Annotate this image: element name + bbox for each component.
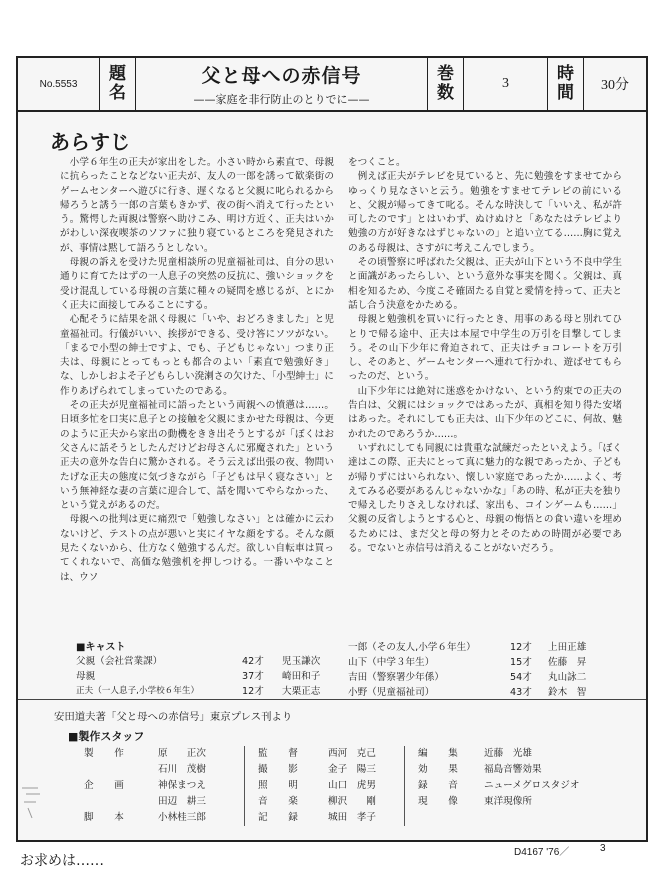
synopsis-paragraph: 心配そうに結果を訊く母親に「いや、おどろきました」と児童福祉司。行儀がいい、挨拶ができる、受け答にソツがない。「まるで小型の紳士ですよ、でも、子どもじゃない」つまり正夫は、母親にとってもっとも都合のよい「素直で勉強好き」な、しかしおよそ子どもらしい溌溂さの欠けた、「小型紳士」に作りあげられてしまっていたのである。 [60, 314, 334, 397]
cast-actor: 児玉謙次 [282, 656, 321, 667]
synopsis-paragraph: 例えば正夫がテレビを見ていると、先に勉強をすませてからゆっくり見なさいと云う。勉強をすませてテレビの前にいると、父親が帰ってきて叱る。そんな時決して「いいえ、私が許可したのです」とはいわず、ぬけぬけと「あなたはテレビより勉強の方が好きなはずじゃないの」と追い立てる……胸に覚えのある母親は、さすがに考えこんでしまう。 [348, 171, 622, 254]
time-label: 時 間 [548, 58, 584, 110]
document-frame [16, 56, 648, 842]
staff-row [258, 778, 408, 794]
staff-name: 神保まつえ [158, 780, 206, 791]
staff-row [418, 794, 638, 810]
cast-row [76, 684, 338, 699]
footer-code: D4167 '76／ [514, 847, 570, 858]
staff-name: 柳沢 剛 [328, 796, 376, 807]
synopsis-heading: あらすじ [50, 130, 130, 154]
cast-role: 父親（会社営業課） [76, 656, 163, 667]
cast-age: 54才 [510, 672, 532, 683]
staff-job: 編 集 [418, 748, 459, 759]
cast-role: 母親 [76, 671, 96, 682]
cast-row [348, 655, 624, 670]
staff-row [84, 794, 244, 810]
staff-column-2 [258, 746, 408, 826]
title-label: 題 名 [100, 58, 136, 110]
cast-right-list [348, 640, 624, 700]
staff-name: 田辺 耕三 [158, 796, 206, 807]
header-table [18, 58, 646, 112]
staff-row [418, 746, 638, 762]
staff-row [84, 810, 244, 826]
cast-age: 37才 [242, 671, 264, 682]
synopsis-paragraph: 母親の訴えを受けた児童相談所の児童福祉司は、自分の思い通りに育てたはずの一人息子の突然の反抗に、強いショックを受け混乱している母親の言葉に種々の疑問を感じるが、とにかく正夫に面接してみることにする。 [60, 257, 334, 311]
page-number: 3 [600, 843, 606, 854]
cast-age: 42才 [242, 656, 264, 667]
cast-role: 吉田（警察署少年係） [348, 672, 444, 683]
staff-job: 効 果 [418, 764, 459, 775]
staff-job: 企 画 [84, 780, 125, 791]
staff-name: 西河 克己 [328, 748, 376, 759]
staff-name: 近藤 光雄 [484, 748, 532, 759]
time-value: 30分 [601, 78, 629, 93]
cast-actor: 崎田和子 [282, 671, 321, 682]
staff-row [84, 746, 244, 762]
staff-row [418, 762, 638, 778]
staff-row [258, 746, 408, 762]
staff-job: 記 録 [258, 812, 299, 823]
cast-role: 小野（児童福祉司） [348, 687, 435, 698]
staff-name: 石川 茂樹 [158, 764, 206, 775]
section-divider [18, 699, 646, 700]
staff-separator [244, 746, 245, 826]
staff-name: 小林桂三郎 [158, 812, 206, 823]
staff-row [84, 778, 244, 794]
staff-column-1 [84, 746, 244, 826]
document-subtitle: ——家庭を非行防止のとりでに—— [193, 93, 370, 106]
staff-row [84, 762, 244, 778]
staff-name: 福島音響効果 [484, 764, 542, 775]
staff-job: 録 音 [418, 780, 459, 791]
cast-role: 一郎（その友人,小学６年生） [348, 642, 476, 653]
cast-actor: 佐藤 昇 [548, 657, 587, 668]
cast-role: 山下（中学３年生） [348, 657, 435, 668]
staff-row [258, 810, 408, 826]
staff-row [258, 762, 408, 778]
cast-actor: 丸山詠二 [548, 672, 587, 683]
catalog-number: No.5553 [18, 58, 100, 110]
staff-job: 製 作 [84, 748, 125, 759]
staff-job: 照 明 [258, 780, 299, 791]
synopsis-paragraph: 母親への批判は更に痛烈で「勉強しなさい」とは確かに云わないけど、テストの点が悪いと実にイヤな顔をする。そんな顔見たくないから、仕方なく勉強するんだ。欲しい自転車は買ってくれないで、高価な勉強机を押しつける。一番いやなことは、ウソ [60, 514, 334, 583]
staff-job: 撮 影 [258, 764, 299, 775]
cast-age: 12才 [510, 642, 532, 653]
staff-heading: ■製作スタッフ [68, 730, 145, 743]
staff-job: 脚 本 [84, 812, 125, 823]
source-credit: 安田道夫著「父と母への赤信号」東京プレス刊より [54, 711, 293, 723]
cast-row [76, 654, 338, 669]
staff-job: 現 像 [418, 796, 459, 807]
synopsis-left-column [60, 156, 334, 585]
cast-actor: 鈴木 智 [548, 687, 587, 698]
synopsis-paragraph: その正夫が児童福祉司に語ったという両親への憤懣は……。日頃多忙を口実に息子との接触を父親にまかせた母親は、今更のように正夫から家出の動機をきき出そうとするが「ぼくはお父さんに話そうとしたんだけどお母さんに邪魔された」という正夫の意外な告白に驚かされる。そう云えば出張の夜、物問いたげな正夫の態度に気づきながら「子どもは早く寝なさい」という無神経な妻の言葉に迎合して、話を聞いてやらなかった、という覚えがあるのだ。 [60, 400, 334, 512]
staff-name: 城田 孝子 [328, 812, 376, 823]
cast-row [348, 640, 624, 655]
synopsis-paragraph: 小学６年生の正夫が家出をした。小さい時から素直で、母親に抗らったことなどない正夫が、友人の一郎を誘って歓楽街のゲームセンターへ遊びに行き、遅くなると父親に叱られるから帰ろうと誘う一郎の言葉もきかず、夜の街へ消えて行ったという。驚愕した両親は警察へ助けこみ、明け方近く、正夫はいかがわしい深夜喫茶のソファに独り寝ているところを発見されたが、事情は黙して語ろうとしない。 [60, 157, 334, 254]
cast-heading: ■キャスト [76, 642, 126, 653]
cast-actor: 上田正雄 [548, 642, 587, 653]
cast-row [348, 670, 624, 685]
staff-row [258, 794, 408, 810]
staff-job: 監 督 [258, 748, 299, 759]
staff-name: ニューメグロスタジオ [484, 780, 580, 791]
synopsis-paragraph: をつくこと。 [348, 157, 406, 168]
cast-left-list [76, 654, 338, 699]
cast-row [348, 685, 624, 700]
staff-name: 東洋現像所 [484, 796, 532, 807]
staff-name: 山口 虎男 [328, 780, 376, 791]
synopsis-paragraph: 母親と勉強机を買いに行ったとき、用事のある母と別れてひとりで帰る途中、正夫は本屋で中学生の万引を目撃してしまう。その山下少年に脅迫されて、正夫はチョコレートを万引し、そのあと、ゲームセンターへ連れて行かれ、遊ばせてもらったのだ、という。 [348, 314, 622, 383]
volumes-label: 巻 数 [428, 58, 464, 110]
staff-separator [404, 746, 405, 826]
synopsis-paragraph: いずれにしても同親には貴重な試練だったといえよう。「ぼく達はこの際、正夫にとって真に魅力的な親であったか、子どもが帰りずにはいられない、懐しい家庭であったか……よく、考えてみる必要があるんじゃないかな」「あの時、私が正夫を独りで帰えしたりさえしなければ、家出も、コインゲームも……」父親の反省しようとする心と、母親の悔悟との食い違いを埋めるためには、まだ父と母の努力とそのための時間が必要である。でないと赤信号は消えることがないだろう。 [348, 442, 622, 555]
faded-stamp-mark [18, 778, 58, 828]
cast-age: 12才 [242, 686, 264, 697]
synopsis-paragraph: その頃警察に呼ばれた父親は、正夫が山下という不良中学生と面識があったらしい、という意外な事実を聞く。父親は、真相を知るため、今度こそ確固たる自覚と愛情を持って、正夫と話し合う決意をかためる。 [348, 257, 622, 311]
staff-column-3 [418, 746, 638, 810]
cast-row [76, 669, 338, 684]
staff-name: 原 正次 [158, 748, 206, 759]
cast-actor: 大栗正志 [282, 686, 321, 697]
synopsis-paragraph: 山下少年には絶対に迷惑をかけない、という約束での正夫の告白は、父親にはショックではあったが、真相を知り得た安堵はあった。それにしても正夫は、山下少年のどこに、何故、魅かれたのであろうか……。 [348, 385, 622, 440]
title-box [136, 58, 428, 110]
footer-inquiry-text: お求めは…… [20, 853, 104, 869]
cast-role: 正夫（一人息子,小学校６年生） [76, 686, 200, 696]
staff-job: 音 楽 [258, 796, 299, 807]
staff-name: 金子 陽三 [328, 764, 376, 775]
volumes-value: 3 [464, 58, 548, 110]
cast-age: 43才 [510, 687, 532, 698]
staff-row [418, 778, 638, 794]
document-title: 父と母への赤信号 [201, 65, 362, 87]
cast-age: 15才 [510, 657, 532, 668]
synopsis-right-column [348, 156, 622, 556]
